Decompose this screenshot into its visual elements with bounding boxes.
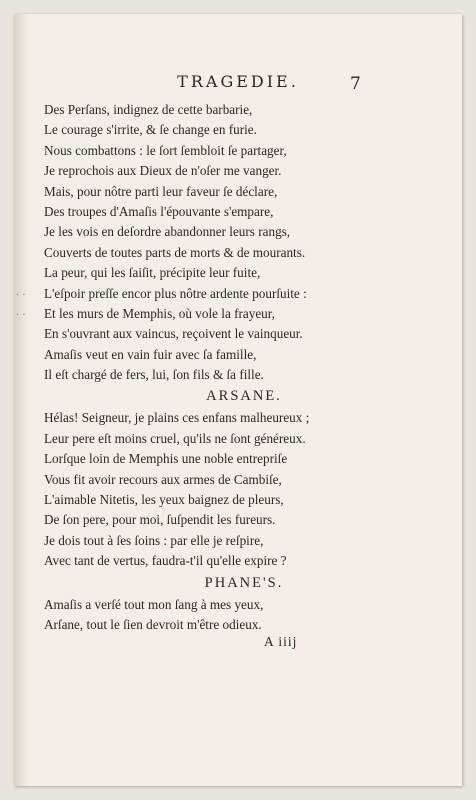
speaker-name: ARSANE.: [206, 388, 282, 405]
page-header: [14, 72, 462, 96]
verse-line: Des Perſans, indignez de cette barbarie,: [44, 102, 253, 117]
book-page: [14, 14, 462, 786]
verse-line: Couverts de toutes parts de morts & de mourants.: [44, 244, 306, 260]
verse-line: Arſane, tout le ſien devroit m'être odieux.: [44, 616, 262, 632]
signature-mark: A iiij: [264, 634, 298, 649]
verse-line: Je dois tout à ſes ſoins : par elle je reſpire,: [44, 532, 264, 548]
verse-line: Nous combattons : le ſort ſembloit ſe partager,: [44, 142, 287, 158]
verse-line: Je les vois en deſordre abandonner leurs rangs,: [44, 224, 291, 240]
verse-line: Amaſis a verſé tout mon ſang à mes yeux,: [44, 596, 264, 612]
verse-line: Lorſque loin de Memphis une noble entrepriſe: [44, 451, 288, 467]
verse-line: L'aimable Nitetis, les yeux baignez de pleurs,: [44, 492, 284, 508]
verse-line: Hélas! Seigneur, je plains ces enfans malheureux ;: [44, 410, 310, 426]
verse-line: Avec tant de vertus, faudra-t'il qu'elle expire ?: [44, 553, 287, 569]
verse-line: Le courage s'irrite, & ſe change en furie.: [44, 122, 257, 138]
verse-line: En s'ouvrant aux vaincus, reçoivent le vainqueur.: [44, 326, 303, 342]
verse-text: [44, 100, 444, 635]
margin-mark: · ·: [16, 310, 26, 321]
verse-line: Leur pere eſt moins cruel, qu'ils ne ſont généreux.: [44, 430, 306, 446]
verse-line: Je reprochois aux Dieux de n'oſer me vanger.: [44, 163, 282, 179]
verse-line: Amaſis veut en vain fuir avec ſa famille,: [44, 346, 257, 362]
verse-line: L'eſpoir preſſe encor plus nôtre ardente pourſuite :: [44, 285, 307, 301]
verse-line: Des troupes d'Amaſis l'épouvante s'empare,: [44, 203, 274, 219]
verse-line: Il eſt chargé de fers, lui, ſon fils & ſa fille.: [44, 367, 264, 383]
verse-line: Et les murs de Memphis, où vole la frayeur,: [44, 305, 275, 321]
verse-line: Vous fit avoir recours aux armes de Cambiſe,: [44, 471, 282, 487]
page-gutter-shadow: [14, 14, 28, 786]
verse-line: De ſon pere, pour moi, ſuſpendit les fureurs.: [44, 512, 276, 528]
margin-mark: · ·: [16, 290, 26, 301]
page-number: 7: [350, 74, 361, 94]
speaker-name: PHANE'S.: [204, 574, 284, 591]
verse-line: La peur, qui les ſaiſit, précipite leur fuite,: [44, 265, 261, 281]
verse-line: Mais, pour nôtre parti leur faveur ſe déclare,: [44, 183, 278, 199]
running-title: TRAGEDIE.: [177, 72, 299, 91]
